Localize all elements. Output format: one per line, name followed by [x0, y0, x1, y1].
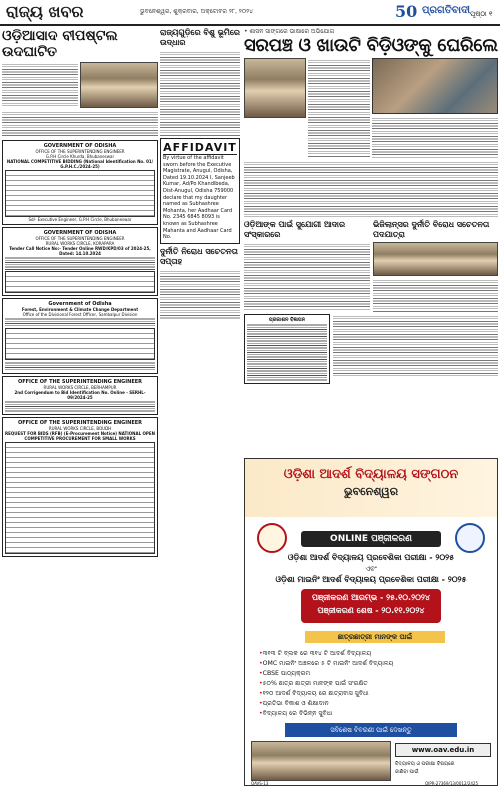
- left-headline: ଓଡ଼ିଆସାଦ ବୀପଷ୍ଟଲ ଉଦଘାଟିତ: [2, 28, 118, 60]
- notice-table: [5, 170, 155, 217]
- facility-item: • ୩୧୩ ଟି ବ୍ଲକ ରେ ୩୧୪ ଟି ଆଦର୍ଶ ବିଦ୍ୟାଳୟ: [259, 649, 489, 659]
- notice-subtitle: RURAL WORKS CIRCLE, BOUDH: [48, 426, 112, 431]
- facility-heading: ଛାତ୍ରଛାତ୍ରୀ ମାନଙ୍କ ପାଇଁ: [305, 631, 445, 643]
- tender-notice: [2, 227, 158, 296]
- anniversary-logo: 50: [395, 2, 418, 21]
- public-notice: [244, 314, 330, 384]
- odisha-emblem-icon: [455, 523, 485, 553]
- story-headline: ଭିଜିଲାନ୍ସର ଦୁର୍ନୀତି ବିରୋଧ ସଚେତନତା ପଦଯାତ୍ରା: [373, 220, 490, 239]
- facility-item: • ୧୨୦ ଆଦର୍ଶ ବିଦ୍ୟାଳୟ ରେ ଛାତ୍ରାବାସ ସୁବିଧା: [259, 689, 489, 699]
- notice-body: [5, 400, 155, 412]
- mid-subheadline: ଦୁର୍ନୀତି ନିରୋଧ ସଚେତନତା ସପ୍ତାହ: [160, 246, 238, 266]
- facility-item: • CBSE ପାଠ୍ୟକ୍ରମ: [259, 669, 489, 679]
- tender-notice: [2, 140, 158, 225]
- affidavit-notice: [160, 138, 240, 244]
- news-photo: [373, 242, 498, 276]
- page-header: [0, 0, 500, 26]
- article-text: [244, 242, 370, 310]
- ad-reference: OIPR-27369/13/0012/2425: [425, 781, 479, 786]
- mid-headline: ରାଜ୍ୟଗୁଡ଼ିରେ ବିଶୁ ଭୂମିରେ ଉଦ୍ଧାର: [160, 28, 240, 47]
- facility-item: • ପ୍ରତିଭା ବିକାଶ ଓ ଶିକ୍ଷାଦାନ: [259, 699, 489, 709]
- notice-subtitle: RURAL WORKS CIRCLE, BERHAMPUR: [43, 385, 117, 390]
- article-text: [2, 62, 78, 108]
- notice-line: RURAL WORKS CIRCLE, KORAPARA: [45, 241, 115, 246]
- exam-line-connector: ଏବଂ: [365, 565, 377, 573]
- online-registration-banner: ONLINE ପଞ୍ଜୀକରଣ: [301, 531, 441, 547]
- notice-title: GOVERNMENT OF ODISHA: [43, 143, 117, 149]
- notice-table: [5, 328, 155, 360]
- ad-footer-line: ଜାଣିବା ପାଇଁ: [395, 769, 419, 775]
- tender-notice: [2, 376, 158, 415]
- article-text: [373, 278, 498, 312]
- notice-subtitle: OFFICE OF THE SUPERINTENDING ENGINEER: [35, 236, 125, 241]
- facility-list: [259, 649, 489, 719]
- tender-notice: [2, 417, 158, 557]
- date-line: ଭୁବନେଶ୍ୱର, ଶୁକ୍ରବାର, ଅକ୍ଟୋବର ୨୮, ୨୦୨୪: [140, 8, 253, 15]
- facility-item: • ବିଦ୍ୟାଳୟ ରେ ବିଭିନ୍ନ ସୁବିଧା: [259, 709, 489, 719]
- article-text: [244, 160, 498, 218]
- notice-table: [5, 442, 155, 554]
- notice-title: OFFICE OF THE SUPERINTENDING ENGINEER: [17, 379, 143, 385]
- notice-title: Government of Odisha: [48, 301, 112, 307]
- article-text: [333, 314, 498, 376]
- exam-line-2: ଓଡ଼ିଶା ମାଇନିଂ ଆଦର୍ଶ ବିଦ୍ୟାଳୟ ପ୍ରବେଶିକା ପରୀକ୍ଷା - ୨୦୨୫: [275, 575, 467, 584]
- notice-body: [5, 361, 155, 371]
- notice-footer: Sd/- Executive Engineer, G.P.H Circle, Bhubaneswar: [28, 217, 132, 222]
- right-kicker: • ଶାସନ ସାଙ୍ଗରେ ଭାଷାରେ ଅଭିଯୋଗ: [244, 28, 335, 35]
- right-headline: ସରପଞ୍ଚ ଓ ଖାଉଟି ବିଡ଼ିଓଙ୍କୁ ଘେରିଲେ: [244, 35, 498, 56]
- affidavit-text: By virtue of the affidavit sworn before the Executive Magistrate, Anugul, Odisha, Dated 19.10.2024 I, Sanjeeb Kumar, Ad/Po Khandibeda, Dist-Anugul, Odisha 759000 declare that my daughter named as Subhashree Mohanta, her Aadhaar Card No. 2345 6845 8093 is known as Subhashree Mahanta and Aadhaar Card No.: [163, 155, 235, 241]
- notice-line: 2nd Corrigendum to Bid Identification No. Online - SERHL-09/2024-25: [14, 390, 146, 400]
- notice-subtitle: OFFICE OF THE SUPERINTENDING ENGINEER: [35, 149, 125, 154]
- middle-column: [160, 28, 240, 319]
- notice-line: REQUEST FOR BIDS (RFB) (E-Procurement Notice) NATIONAL OPEN COMPETITIVE PROCUREMENT FOR SMALL WORKS: [5, 431, 155, 441]
- ad-footer-line: ବିଦ୍ୟାଳୟ ଓ ପରୀକ୍ଷା ବିଷୟରେ: [395, 761, 455, 767]
- article-text: [308, 58, 370, 158]
- notice-line: G.P.H Circle Khurda, Bhubaneswar: [45, 154, 115, 159]
- registration-start: ପଞ୍ଜୀକରଣ ଆରମ୍ଭ - ୨୫.୧୦.୨୦୨୪: [312, 593, 430, 602]
- facility-item: • ୫୦% ଛାତ୍ର ଛାତ୍ରୀ ମାନଙ୍କ ପାଇଁ ସଂରକ୍ଷିତ: [259, 679, 489, 689]
- notice-table: [5, 271, 155, 293]
- article-text: [160, 50, 240, 136]
- news-photo: [372, 58, 498, 114]
- notice-line: Office of the Divisional Forest Officer, Sambalpur Division: [22, 312, 138, 317]
- news-photo: [80, 62, 158, 108]
- page-number: ପୃଷ୍ଠା ୧: [470, 10, 493, 18]
- facility-item: • OMC ମାଇନିଂ ଅଞ୍ଚଳରେ ୫ ଟି ମାଇନିଂ ଆଦର୍ଶ ବିଦ୍ୟାଳୟ: [259, 659, 489, 669]
- students-photo: [251, 741, 391, 781]
- details-banner: ସବିଶେଷ ବିବରଣୀ ପାଇଁ ଦେଖନ୍ତୁ: [285, 723, 457, 737]
- story-headline: ଓଡ଼ିଆଙ୍କ ପାଇଁ ସୁଯୋଗୀ ଆଦାର ସଂସ୍କାରରେ: [244, 220, 346, 239]
- exam-line-1: ଓଡ଼ିଶା ଆଦର୍ଶ ବିଦ୍ୟାଳୟ ପ୍ରବେଶିକା ପରୀକ୍ଷା - ୨୦୨୫: [287, 553, 455, 562]
- registration-end: ପଞ୍ଜୀକରଣ ଶେଷ - ୨୦.୧୧.୨୦୨୪: [317, 606, 425, 615]
- article-text: [372, 116, 498, 158]
- section-title: ରାଜ୍ୟ ଖବର: [6, 2, 84, 21]
- oav-emblem-icon: [257, 523, 287, 553]
- notice-body: [247, 323, 327, 381]
- news-photo: [244, 58, 306, 118]
- masthead: ପ୍ରଗତିବାଦୀ: [422, 5, 471, 16]
- notice-title: OFFICE OF THE SUPERINTENDING ENGINEER: [17, 420, 143, 426]
- ad-code: OAVS-13: [251, 781, 269, 786]
- article-text: [2, 110, 158, 138]
- right-column: [244, 28, 498, 386]
- notice-ref: Tender Call Notice No:- Tender Online RWD/KPD/03 of 2024-25, Dated: 14.10.2024: [9, 246, 151, 256]
- affidavit-title: AFFIDAVIT: [163, 141, 237, 154]
- notice-ref: NATIONAL COMPETITIVE BIDDING (National Identification No. 01/ G.P.H.C./2024-25): [6, 159, 154, 169]
- website-link[interactable]: www.oav.edu.in: [395, 743, 491, 757]
- notice-title: GOVERNMENT OF ODISHA: [43, 230, 117, 236]
- registration-dates: [301, 589, 441, 623]
- notice-body: [5, 317, 155, 327]
- notice-title: ପ୍ରକାଶନ ବିଜ୍ଞାପନ: [268, 317, 306, 323]
- tender-notice: [2, 298, 158, 374]
- ad-subtitle: ଭୁବନେଶ୍ୱର: [343, 485, 399, 498]
- notice-body: [5, 256, 155, 270]
- left-column: [2, 28, 158, 559]
- ad-title: ଓଡ଼ିଶା ଆଦର୍ଶ ବିଦ୍ୟାଳୟ ସଙ୍ଗଠନ: [283, 467, 459, 482]
- oav-admission-ad: [244, 458, 498, 786]
- article-text: [160, 269, 240, 319]
- notice-subtitle: Forest, Environment & Climate Change Department: [21, 307, 139, 312]
